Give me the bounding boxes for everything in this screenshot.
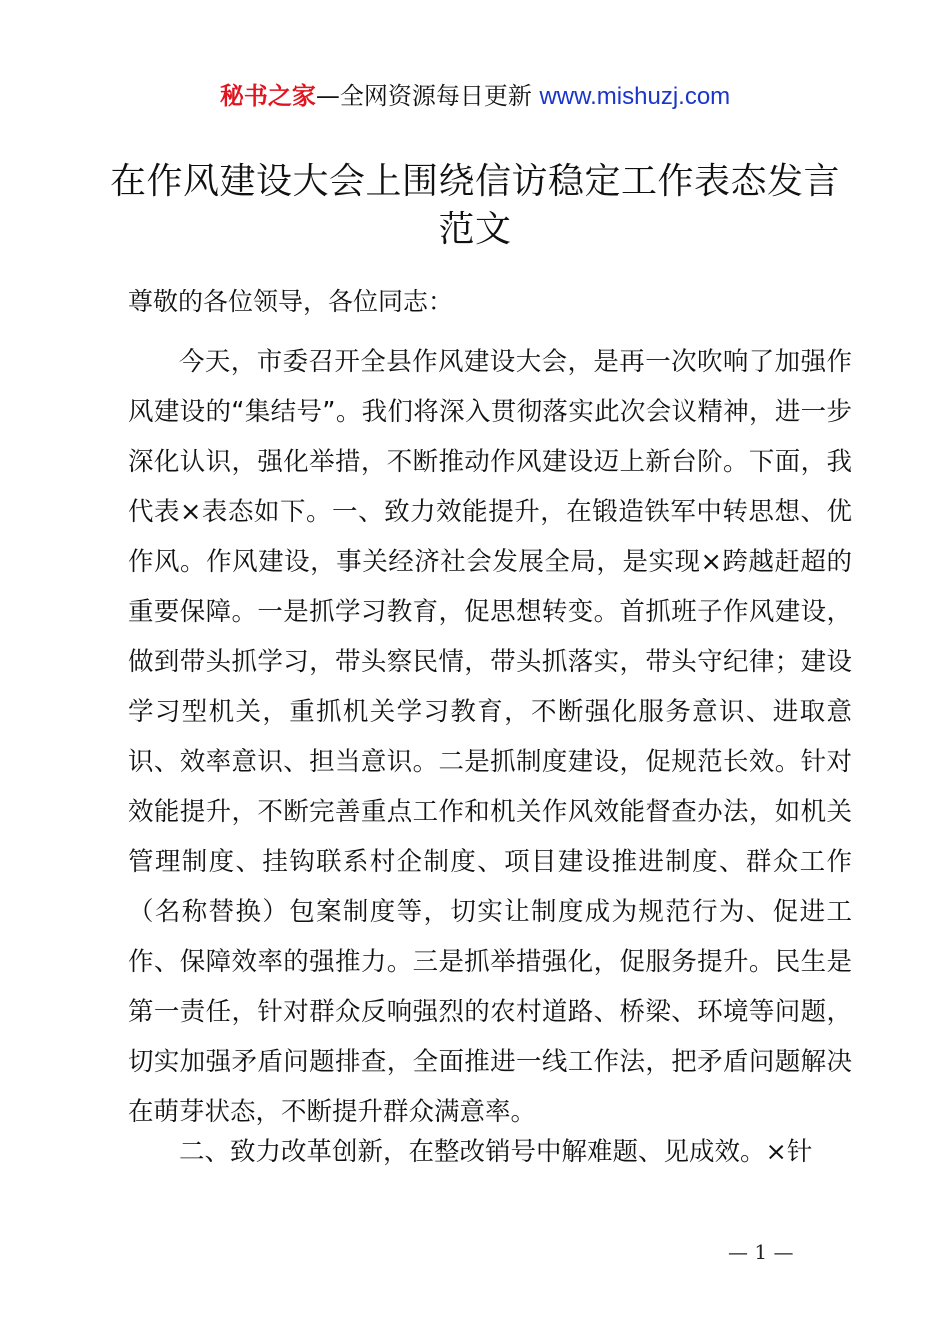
site-brand: 秘书之家 bbox=[219, 82, 316, 110]
site-url-link[interactable]: www.mishuzj.com bbox=[539, 83, 731, 110]
site-header bbox=[0, 80, 950, 113]
salutation: 尊敬的各位领导，各位同志： bbox=[128, 287, 454, 316]
body-paragraph-2: 二、致力改革创新，在整改销号中解难题、见成效。×针 bbox=[179, 1137, 813, 1167]
page-number: — 1 — bbox=[728, 1240, 794, 1264]
site-slogan: —全网资源每日更新 bbox=[315, 82, 540, 110]
body-paragraph-1: 今天，市委召开全县作风建设大会，是再一次吹响了加强作风建设的“集结号”。我们将深入贯彻落实此次会议精神，进一步深化认识，强化举措，不断推动作风建设迈上新台阶。下面，我代表×表态如下。一、致力效能提升，在锻造铁军中转思想、优作风。作风建设，事关经济社会发展全局，是实现×跨越赶超的重要保障。一是抓学习教育，促思想转变。首抓班子作风建设，做到带头抓学习，带头察民情，带头抓落实，带头守纪律；建设学习型机关，重抓机关学习教育，不断强化服务意识、进取意识、效率意识、担当意识。二是抓制度建设，促规范长效。针对效能提升，不断完善重点工作和机关作风效能督查办法，如机关管理制度、挂钩联系村企制度、项目建设推进制度、群众工作（名称替换）包案制度等，切实让制度成为规范行为、促进工作、保障效率的强推力。三是抓举措强化，促服务提升。民生是第一责任，针对群众反响强烈的农村道路、桥梁、环境等问题，切实加强矛盾问题排查，全面推进一线工作法，把矛盾问题解决在萌芽状态，不断提升群众满意率。 bbox=[128, 347, 852, 1127]
document-title: 在作风建设大会上围绕信访稳定工作表态发言范文 bbox=[109, 161, 840, 250]
